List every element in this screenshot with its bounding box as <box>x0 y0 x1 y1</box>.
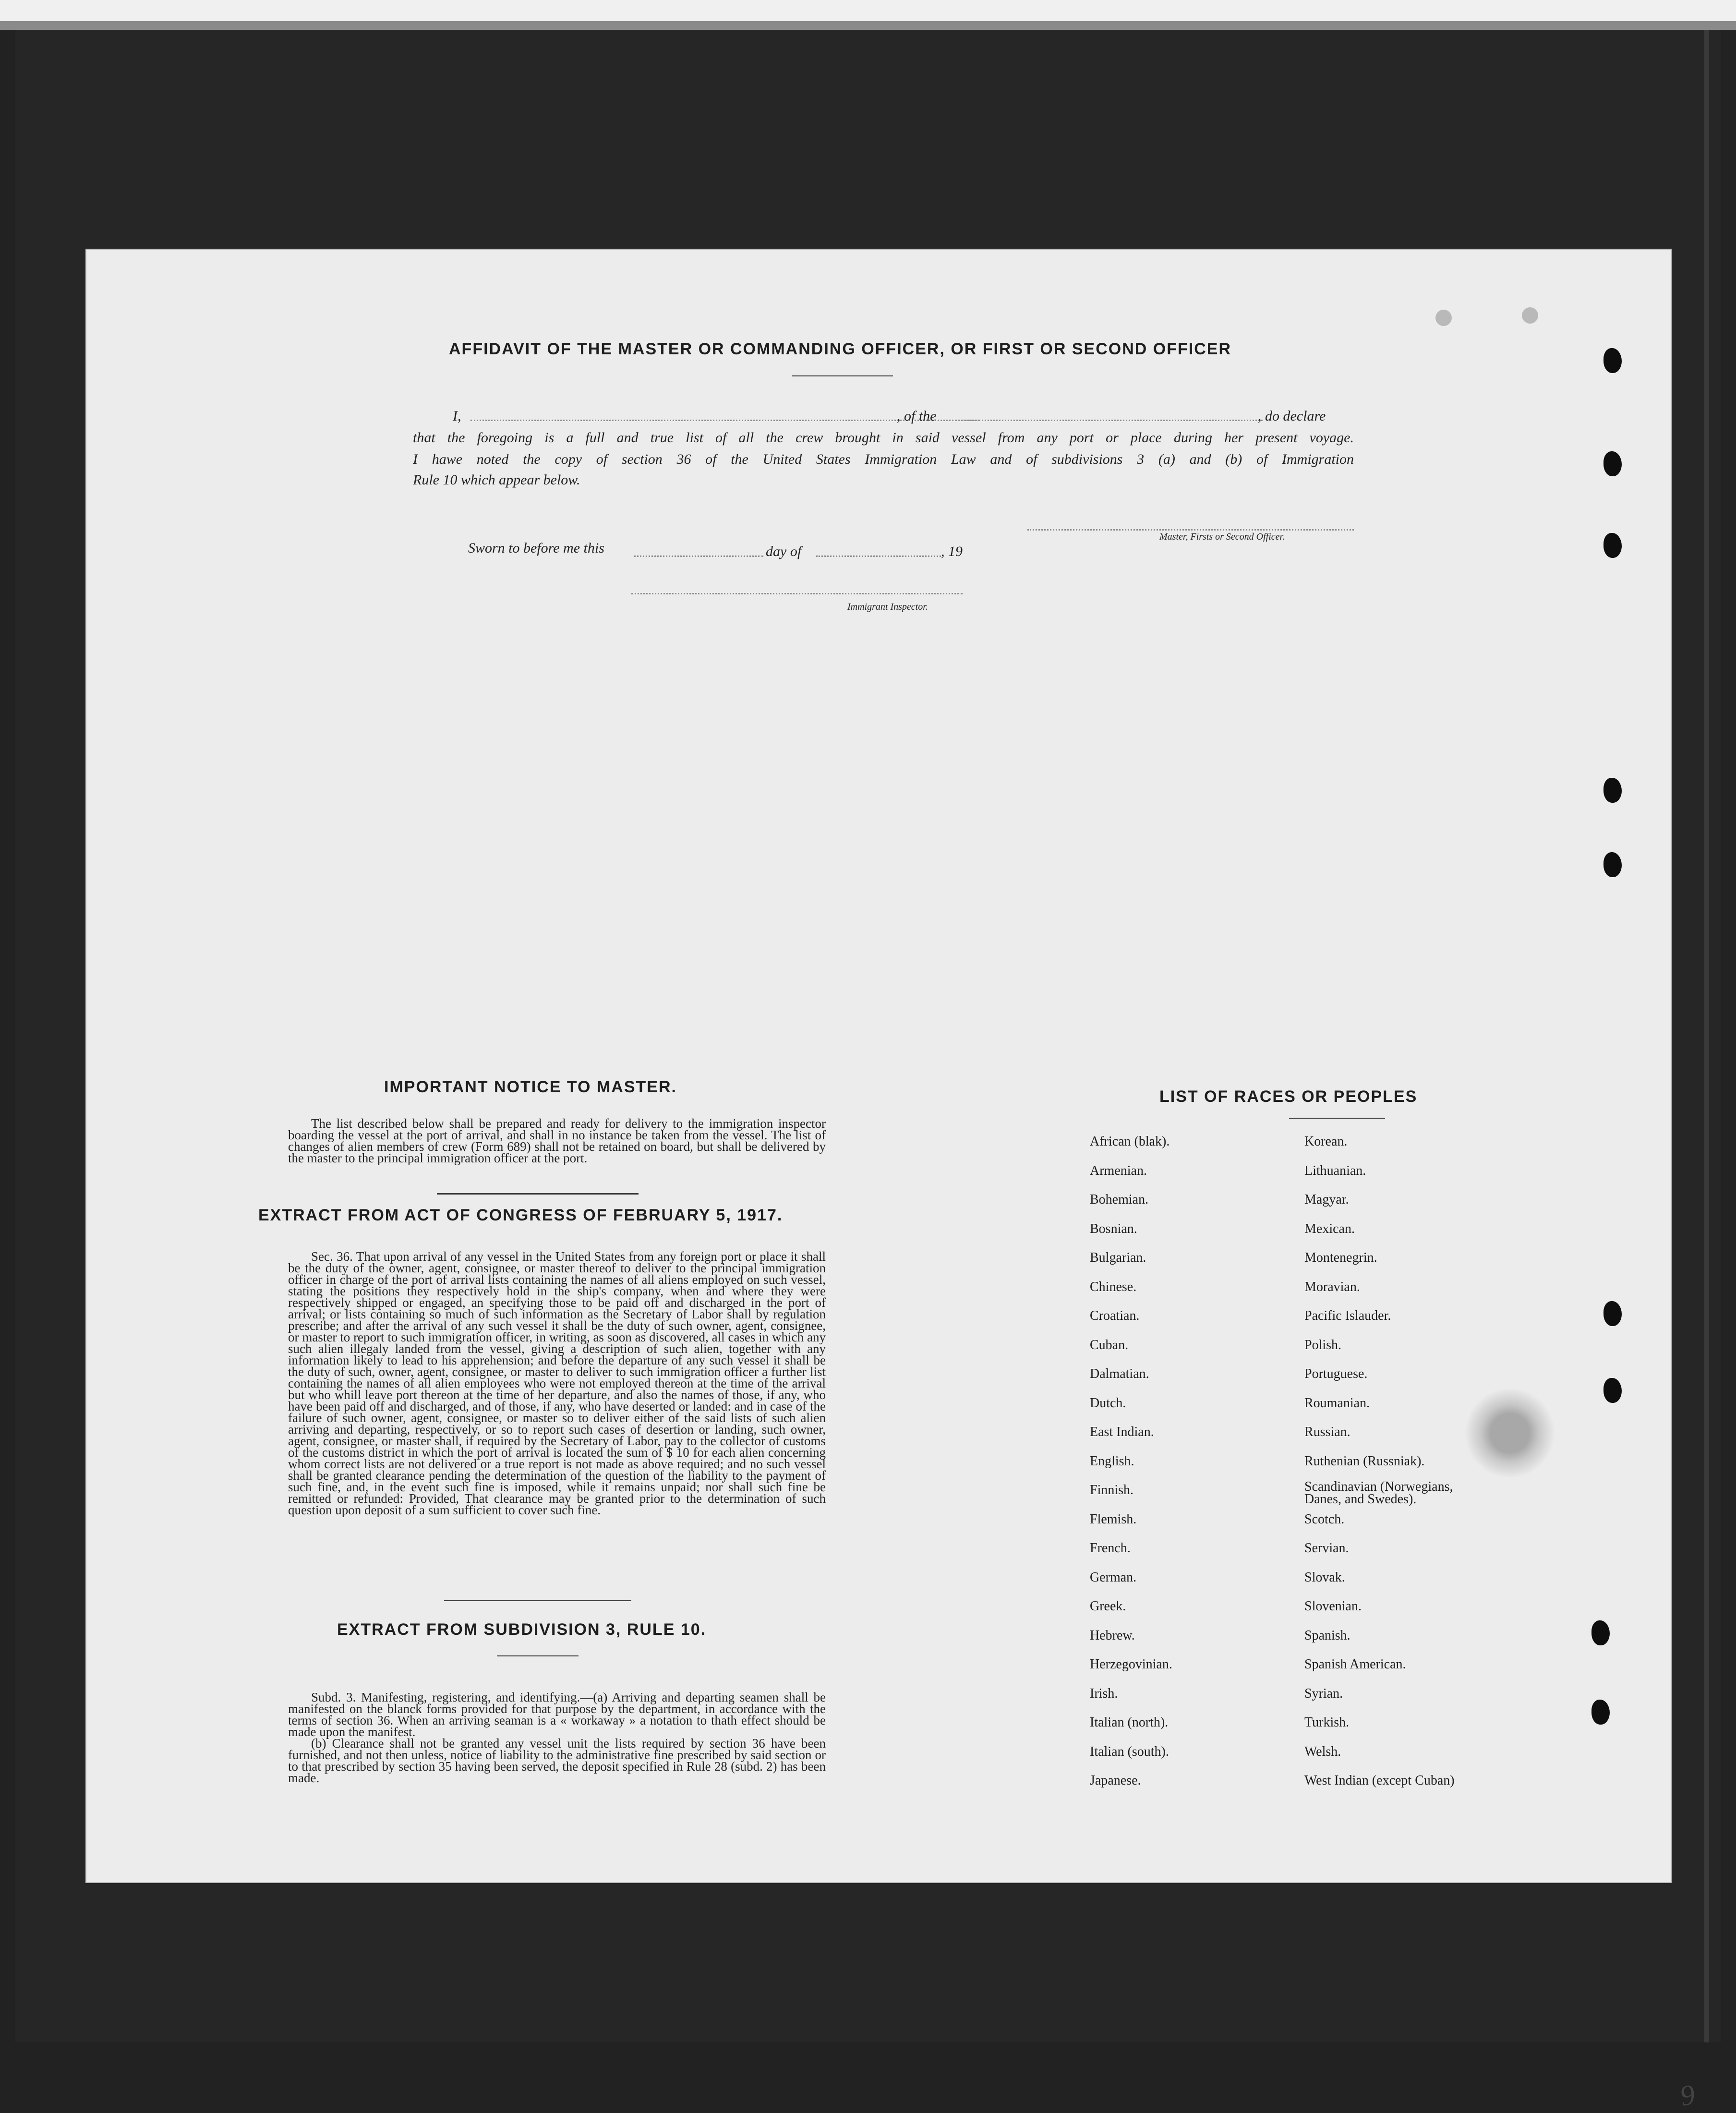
punch-hole-icon <box>1603 348 1622 373</box>
race-item: Roumanian. <box>1304 1395 1370 1411</box>
race-item: Spanish. <box>1304 1628 1350 1643</box>
race-item: Lithuanian. <box>1304 1163 1366 1178</box>
race-item: Slovenian. <box>1304 1599 1362 1614</box>
punch-hole-icon <box>1603 451 1622 476</box>
race-item: Pacific Islauder. <box>1304 1308 1391 1323</box>
punch-hole-icon <box>1591 1700 1610 1725</box>
race-item: Italian (north). <box>1090 1715 1169 1730</box>
notice-text <box>288 1118 826 1164</box>
race-item: Japanese. <box>1090 1773 1141 1788</box>
notice-paragraph: The list described below shall be prepared and ready for delivery to the immigration inspector boarding the vessel at the port of arrival, and shall in no instance be taken from the vessel. The list of changes of alien members of crew (Form 689) shall not be retained on board, but shall be delivered by the master to the principal immigration officer at the port. <box>288 1116 826 1165</box>
race-item: Dalmatian. <box>1090 1366 1149 1381</box>
race-item: Ruthenian (Russniak). <box>1304 1453 1425 1469</box>
race-item: Herzegovinian. <box>1090 1657 1172 1672</box>
rule-text <box>288 1691 826 1784</box>
race-item: Italian (south). <box>1090 1744 1169 1759</box>
notice-title: IMPORTANT NOTICE TO MASTER. <box>384 1078 677 1096</box>
race-item: Greek. <box>1090 1599 1126 1614</box>
punch-hole-icon <box>1522 307 1538 324</box>
race-item: Polish. <box>1304 1337 1342 1352</box>
rule-paragraph-b: (b) Clearance shall not be granted any vessel unit the lists required by section 36 have been furnished, and not then unless, notice of liability to the administrative fine prescribed by said section or to that prescribed by section 35 having been served, the deposit specified in Rule 28 (subd. 2) has been made. <box>288 1736 826 1785</box>
races-title: LIST OF RACES OR PEOPLES <box>1159 1087 1418 1106</box>
race-item: Armenian. <box>1090 1163 1147 1178</box>
race-item: Magyar. <box>1304 1192 1349 1207</box>
affidavit-line-2: that the foregoing is a full and true list of all the crew brought in said vessel from any port or place during her present voyage. <box>413 430 1354 446</box>
race-item: Hebrew. <box>1090 1628 1135 1643</box>
race-item: Bulgarian. <box>1090 1250 1146 1265</box>
rule-paragraph-a: Subd. 3. Manifesting, registering, and identifying.—(a) Arriving and departing seamen shall be manifested on the blanck forms provided for that purpose by the department, in accordance with the terms of section 36. When an arriving seaman is a « workaway » a notation to thath effect should be made upon the manifest. <box>288 1690 826 1739</box>
punch-hole-icon <box>1603 778 1622 803</box>
race-item: Turkish. <box>1304 1715 1350 1730</box>
divider <box>1289 1118 1385 1119</box>
punch-hole-icon <box>1603 533 1622 558</box>
divider <box>792 375 893 376</box>
race-item: Scotch. <box>1304 1511 1345 1527</box>
day-of-text: day of <box>766 543 802 559</box>
race-item: Welsh. <box>1304 1744 1341 1759</box>
race-item: English. <box>1090 1453 1134 1469</box>
divider <box>437 1193 639 1195</box>
scanner-top-strip <box>0 0 1736 30</box>
affidavit-title: AFFIDAVIT OF THE MASTER OR COMMANDING OFFICER, OR FIRST OR SECOND OFFICER <box>449 340 1231 358</box>
year-text: , 19 <box>941 543 963 559</box>
race-item: Moravian. <box>1304 1279 1360 1294</box>
day-blank <box>634 555 763 557</box>
race-item: Flemish. <box>1090 1511 1137 1527</box>
sworn-text: Sworn to before me this <box>468 540 604 556</box>
race-item: African (blak). <box>1090 1134 1170 1149</box>
race-item: Russian. <box>1304 1425 1350 1439</box>
affidavit-line-4: Rule 10 which appear below. <box>413 472 580 488</box>
affidavit-i: I, <box>453 408 461 424</box>
act-paragraph: Sec. 36. That upon arrival of any vessel in the United States from any foreign port or place it shall be the duty of the owner, agent, consignee, or master thereof to deliver to the principal immigration officer in charge of the port of arrival lists containing the names of all aliens employed on such vessel, stating the positions they respectively hold in the ship's company, when and where they were respectively shipped or engaged, an specifying those to be paid off and discharged in the port of arrival; or lists containing so much of such information as the Secretary of Labor shall by regulation prescribe; and after the arrival of any such vessel it shall be the duty of such owner, agent, consignee, or master to report to such immigration officer, in writing, as soon as discovered, all cases in which any such alien illegaly landed from the vessel, giving a description of such alien, together with any information likely to lead to his apprehension; and before the departure of any such vessel it shall be the duty of such, owner, agent, consignee, or master to deliver to such immigration officer a further list containing the names of all alien employees who were not employed thereon at the time of the arrival but who whill leave port thereon at the time of her departure, and also the names of those, if any, who have been paid off and discharged, and of those, if any, who have deserted or landed: and in case of the failure of such owner, agent, consignee, or master so to deliver either of the said lists of such alien arriving and departing, respectively, or so to report such cases of desertion or landing, such owner, agent, consignee, or master shall, if required by the Secretary of Labor, pay to the collector of customs of the customs district in which the port of arrival is located the sum of $ 10 for each alien concerning whom correct lists are not delivered or a true report is not made as above required; and no such vessel shall be granted clearance pending the determination of the question of the liability to the payment of such fine, and, in the event such fine is imposed, while it remains unpaid; nor shall such fine be remitted or refunded: Provided, That clearance may be granted prior to the determination of such question upon deposit of a sum sufficient to cover such fine. <box>288 1249 826 1517</box>
divider <box>444 1600 631 1601</box>
race-item: Syrian. <box>1304 1686 1343 1701</box>
race-item: Bosnian. <box>1090 1221 1137 1236</box>
act-text <box>288 1251 826 1516</box>
punch-hole-icon <box>1603 1301 1622 1326</box>
race-item: German. <box>1090 1570 1137 1585</box>
race-item: West Indian (except Cuban) <box>1304 1773 1455 1788</box>
divider <box>497 1655 579 1656</box>
race-item: Dutch. <box>1090 1395 1126 1411</box>
race-item: Montenegrin. <box>1304 1250 1377 1265</box>
affidavit-line-3: I hawe noted the copy of section 36 of the United States Immigration Law and of subdivisions 3 (a) and (b) of Immigration <box>413 451 1354 467</box>
punch-hole-icon <box>1435 310 1452 326</box>
race-item: Croatian. <box>1090 1308 1140 1323</box>
master-caption: Master, Firsts or Second Officer. <box>1159 531 1285 542</box>
inspector-signature-line <box>631 593 963 594</box>
master-signature-line <box>1027 529 1354 531</box>
affidavit-declare: , do declare <box>1258 408 1326 424</box>
affidavit-of-the: , of the <box>897 408 937 424</box>
rule-title: EXTRACT FROM SUBDIVISION 3, RULE 10. <box>337 1620 707 1639</box>
race-item: Cuban. <box>1090 1337 1129 1352</box>
race-item: Servian. <box>1304 1541 1349 1556</box>
faded-stamp <box>1464 1388 1555 1479</box>
inspector-caption: Immigrant Inspector. <box>847 602 928 612</box>
race-item: Spanish American. <box>1304 1657 1406 1672</box>
race-item: East Indian. <box>1090 1425 1154 1439</box>
race-item: French. <box>1090 1541 1131 1556</box>
punch-hole-icon <box>1603 852 1622 877</box>
race-item: Slovak. <box>1304 1570 1345 1585</box>
race-item: Korean. <box>1304 1134 1348 1149</box>
race-item: Irish. <box>1090 1686 1118 1701</box>
punch-hole-icon <box>1603 1378 1622 1403</box>
race-item: Scandinavian (Norwegians, Danes, and Swedes). <box>1304 1479 1453 1507</box>
race-item: Mexican. <box>1304 1221 1355 1236</box>
handwritten-mark: 9 <box>1677 2078 1698 2113</box>
race-item: Bohemian. <box>1090 1192 1149 1207</box>
month-blank <box>816 555 941 557</box>
document-page <box>86 250 1698 2113</box>
punch-hole-icon <box>1591 1620 1610 1645</box>
scan-edge-line <box>1704 30 1709 2042</box>
vessel-blank <box>955 420 1263 421</box>
race-item: Finnish. <box>1090 1483 1134 1497</box>
race-item: Chinese. <box>1090 1279 1137 1294</box>
act-title: EXTRACT FROM ACT OF CONGRESS OF FEBRUARY 5, 1917. <box>258 1206 783 1224</box>
race-item: Portuguese. <box>1304 1366 1368 1381</box>
